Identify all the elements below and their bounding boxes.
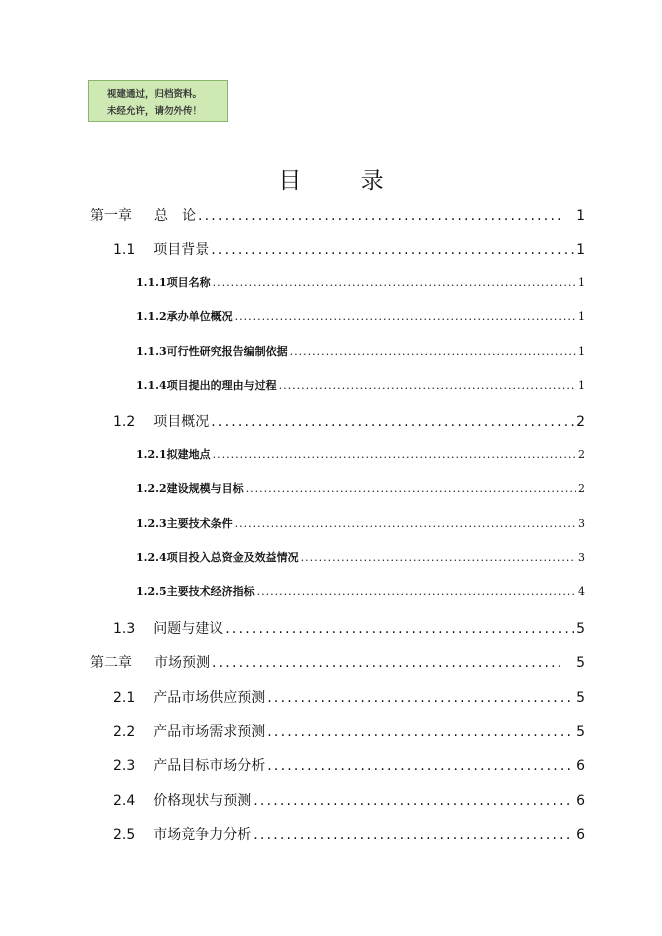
toc-leader-dots	[213, 276, 576, 289]
toc-entry-number: 1.3	[113, 620, 136, 637]
toc-entry-text: 产品市场需求预测	[153, 724, 266, 740]
toc-entry-text: 项目概况	[153, 414, 210, 431]
toc-entry-number: 第二章	[90, 655, 132, 672]
toc-page-number: 5	[576, 655, 585, 672]
toc-entry-text: 问题与建议	[153, 620, 224, 637]
toc-page-number: 1	[578, 310, 585, 324]
toc-entry-label	[90, 652, 210, 672]
toc-leader-dots	[235, 310, 576, 323]
toc-entry[interactable]	[113, 755, 585, 775]
toc-entry[interactable]	[113, 618, 585, 638]
toc-entry-label	[136, 446, 211, 462]
toc-entry-number: 2.4	[113, 792, 136, 809]
toc-entry-text: 项目名称	[166, 275, 211, 289]
toc-entry-label	[113, 824, 251, 844]
toc-leader-dots	[246, 482, 576, 495]
toc-entry-number: 1.2.2	[136, 482, 167, 496]
toc-entry-label	[113, 790, 251, 810]
toc-entry[interactable]	[136, 515, 585, 531]
toc-entry-text: 价格现状与预测	[153, 792, 252, 809]
toc-entry-text: 项目提出的理由与过程	[166, 379, 277, 392]
toc-leader-dots	[235, 517, 576, 530]
toc-entry[interactable]	[136, 274, 585, 290]
toc-entry[interactable]	[113, 790, 585, 810]
toc-entry[interactable]	[136, 583, 585, 599]
toc-page-number: 2	[576, 414, 585, 431]
toc-leader-dots	[267, 758, 574, 774]
archive-stamp	[88, 80, 228, 122]
toc-entry-label	[113, 687, 265, 707]
toc-entry[interactable]	[90, 652, 585, 672]
toc-entry-number: 1.2.3	[136, 516, 167, 530]
toc-leader-dots	[198, 208, 560, 224]
toc-leader-dots	[290, 345, 576, 358]
toc-entry-label	[136, 480, 244, 496]
toc-entry-number: 1.1.1	[136, 275, 167, 289]
toc-page-number: 2	[578, 482, 585, 496]
toc-page-number: 4	[578, 585, 585, 599]
toc-entry-text: 主要技术条件	[166, 516, 233, 530]
toc-entry-number: 1.1.2	[136, 310, 167, 324]
toc-entry-label	[136, 583, 255, 599]
toc-entry[interactable]	[136, 343, 585, 359]
toc-entry[interactable]	[113, 824, 585, 844]
toc-entry-label	[136, 308, 233, 324]
toc-leader-dots	[257, 585, 576, 598]
toc-entry-number: 1.2.4	[136, 551, 167, 564]
toc-entry-label	[136, 549, 299, 565]
toc-entry-text: 市场预测	[154, 655, 210, 672]
toc-entry-number: 1.1.3	[136, 344, 167, 358]
toc-entry-label	[136, 377, 277, 393]
toc-entry-text: 产品市场供应预测	[153, 689, 266, 706]
toc-entry-number: 第一章	[90, 208, 132, 224]
toc-entry[interactable]	[136, 308, 585, 324]
toc-entry-text: 产品目标市场分析	[153, 758, 266, 775]
toc-title: 目 录	[278, 168, 410, 194]
toc-page-number: 3	[578, 551, 585, 564]
toc-page-number: 1	[578, 344, 585, 358]
toc-entry-number: 1.2.1	[136, 447, 167, 461]
toc-page-number: 2	[578, 447, 585, 461]
toc-leader-dots	[279, 379, 576, 392]
toc-entry-number: 1.2	[113, 414, 136, 431]
stamp-line-2: 未经允许，请勿外传！	[107, 106, 203, 117]
toc-leader-dots	[253, 827, 574, 843]
toc-entry-label	[136, 274, 211, 290]
toc-entry-number: 2.3	[113, 758, 136, 775]
toc-page-number: 6	[576, 827, 585, 844]
toc-entry-label	[113, 239, 209, 259]
toc-entry-number: 1.1.4	[136, 379, 167, 392]
toc-leader-dots	[213, 448, 576, 461]
toc-entry-text: 建设规模与目标	[166, 482, 244, 496]
toc-entry-text: 可行性研究报告编制依据	[166, 344, 288, 358]
toc-page-number: 5	[576, 724, 585, 740]
toc-leader-dots	[212, 655, 560, 671]
toc-entry-label	[113, 721, 265, 741]
toc-entry-label	[136, 515, 233, 531]
toc-entry-number: 1.1	[113, 242, 136, 259]
toc-leader-dots	[267, 724, 574, 740]
toc-page-number: 5	[576, 689, 585, 706]
toc-entry-label	[136, 343, 288, 359]
toc-entry-label	[113, 755, 265, 775]
toc-leader-dots	[211, 414, 574, 430]
toc-entry-text: 市场竞争力分析	[153, 827, 252, 844]
toc-entry-label	[90, 205, 196, 225]
toc-page-number: 1	[578, 275, 585, 289]
toc-entry[interactable]	[136, 480, 585, 496]
toc-entry[interactable]	[113, 721, 585, 741]
toc-entry-text: 总 论	[154, 208, 196, 224]
toc-entry-label	[113, 618, 223, 638]
toc-entry-text: 主要技术经济指标	[166, 585, 255, 599]
toc-entry[interactable]	[136, 549, 585, 565]
toc-entry-text: 承办单位概况	[166, 310, 233, 324]
toc-entry[interactable]	[113, 687, 585, 707]
toc-page-number: 1	[576, 242, 585, 259]
toc-entry-number: 1.2.5	[136, 585, 167, 599]
toc-leader-dots	[267, 690, 574, 706]
toc-leader-dots	[211, 242, 574, 258]
toc-entry[interactable]	[90, 205, 585, 225]
toc-entry[interactable]	[136, 377, 585, 393]
toc-entry-number: 2.1	[113, 689, 136, 706]
toc-page-number: 3	[578, 516, 585, 530]
toc-entry[interactable]	[136, 446, 585, 462]
toc-page-number: 5	[576, 620, 585, 637]
toc-entry-number: 2.2	[113, 724, 136, 740]
toc-page-number: 6	[576, 758, 585, 775]
toc-leader-dots	[225, 621, 574, 637]
toc-page-number: 6	[576, 792, 585, 809]
toc-entry[interactable]	[113, 239, 585, 259]
toc-entry-text: 项目背景	[153, 242, 210, 259]
toc-entry-text: 拟建地点	[166, 447, 211, 461]
toc-entry[interactable]	[113, 411, 585, 431]
toc-entry-text: 项目投入总资金及效益情况	[166, 551, 299, 564]
toc-entry-label	[113, 411, 209, 431]
toc-leader-dots	[301, 551, 576, 564]
toc-page-number: 1	[578, 379, 585, 392]
toc-page-number: 1	[576, 208, 585, 224]
toc-leader-dots	[253, 793, 574, 809]
stamp-line-1: 视建通过，归档资料。	[107, 89, 203, 100]
toc-entry-number: 2.5	[113, 827, 136, 844]
